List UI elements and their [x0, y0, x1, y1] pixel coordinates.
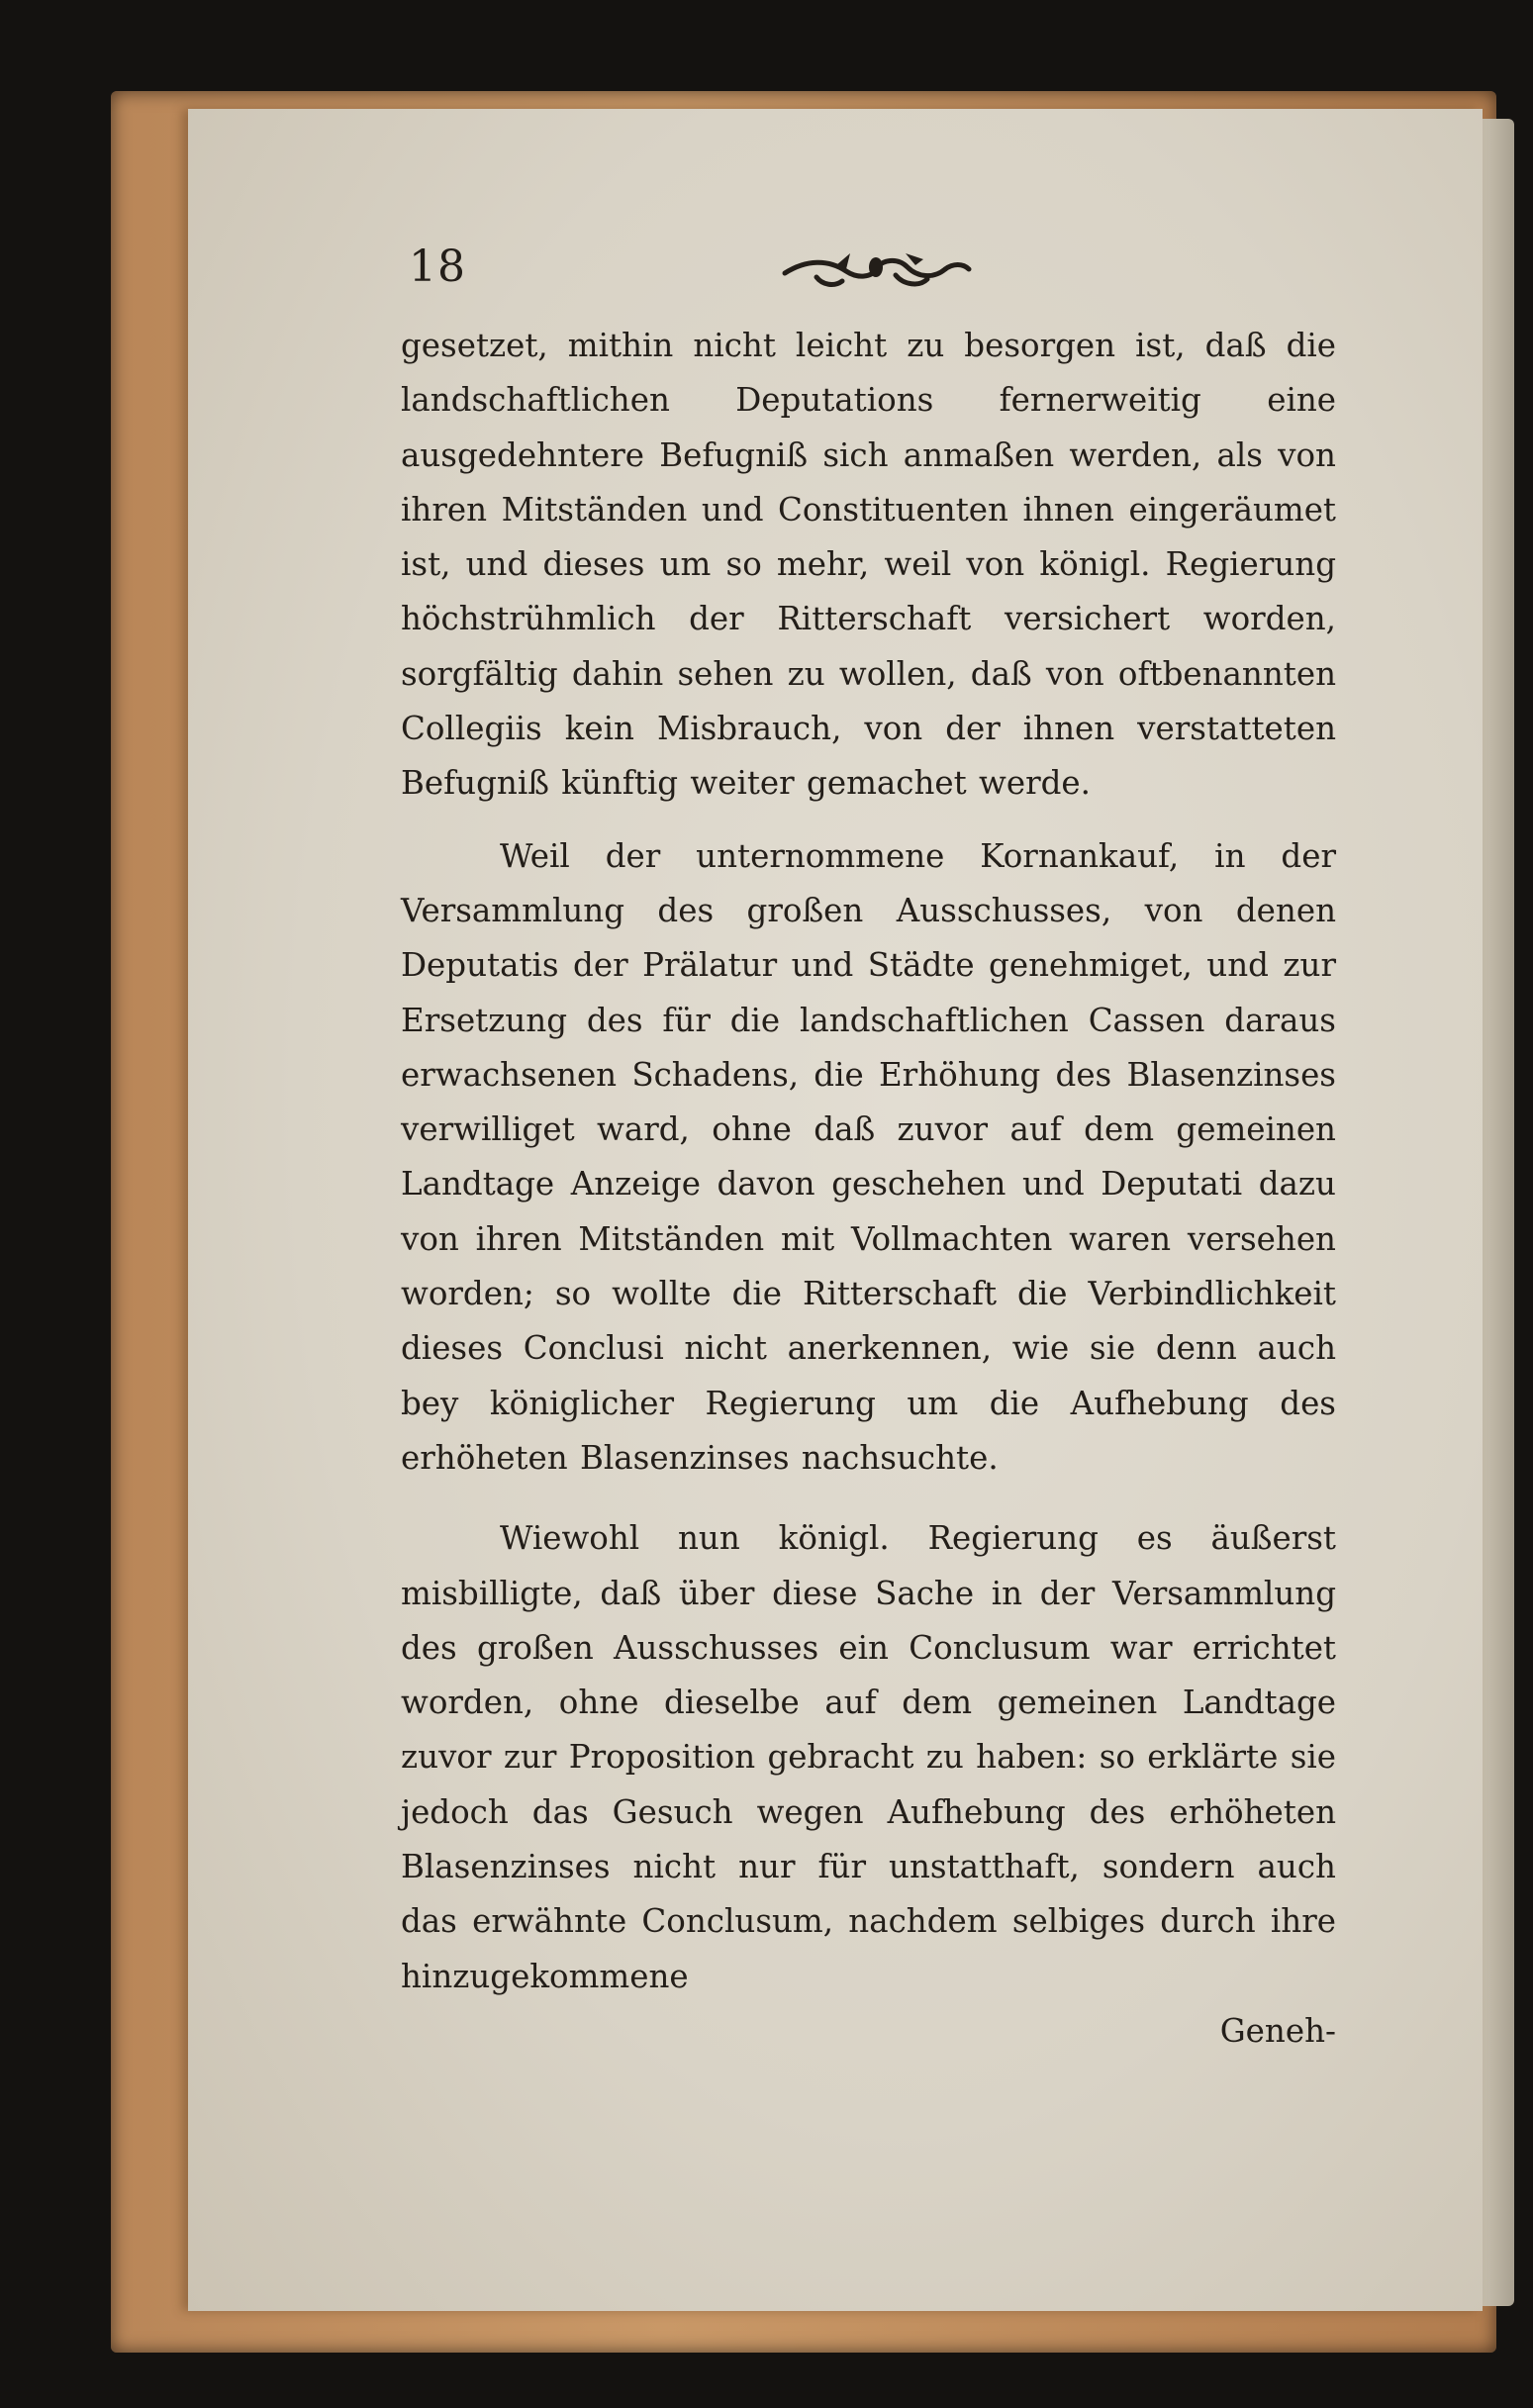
page-number: 18 [409, 241, 466, 292]
leaf-scroll-ornament-icon [777, 245, 975, 293]
catchword: Geneh- [1219, 2011, 1336, 2050]
running-head [401, 238, 1336, 307]
paragraph-2: Weil der unternommene Kornankauf, in der Versammlung des großen Ausschusses, von denen Deputatis der Prälatur und Städte genehmiget, und zur Ersetzung des für die landschaftlichen Cassen daraus erwachsenen Schadens, die Erhöhung des Blasenzinses verwilliget ward, ohne daß zuvor auf dem gemeinen Landtage Anzeige davon geschehen und Deputati dazu von ihren Mitständen mit Vollmachten waren versehen worden; so wollte die Ritterschaft die Verbindlichkeit dieses Conclusi nicht anerkennen, wie sie denn auch bey königlicher Regierung um die Aufhebung des erhöheten Blasenzinses nachsuchte. [401, 836, 1336, 1477]
paragraph-3: Wiewohl nun königl. Regierung es äußerst misbilligte, daß über diese Sache in der Versammlung des großen Ausschusses ein Conclusum war errichtet worden, ohne dieselbe auf dem gemeinen Landtage zuvor zur Proposition gebracht zu haben: so erklärte sie jedoch das Gesuch wegen Aufhebung des erhöheten Blasenzinses nicht nur für unstatthaft, sondern auch das erwähnte Conclusum, nachdem selbiges durch ihre hinzugekommene [401, 1519, 1336, 1995]
text-block [401, 238, 1336, 2059]
paragraph-1: gesetzet, mithin nicht leicht zu besorgen ist, daß die landschaftlichen Deputations fernerweitig eine ausgedehntere Befugniß sich anmaßen werden, als von ihren Mitständen und Constituenten ihnen eingeräumet ist, und dieses um so mehr, weil von königl. Regierung höchstrühmlich der Ritterschaft versichert worden, sorgfältig dahin sehen zu wollen, daß von oftbenannten Collegiis kein Misbrauch, von der ihnen verstatteten Befugniß künftig weiter gemachet werde. [401, 327, 1336, 803]
